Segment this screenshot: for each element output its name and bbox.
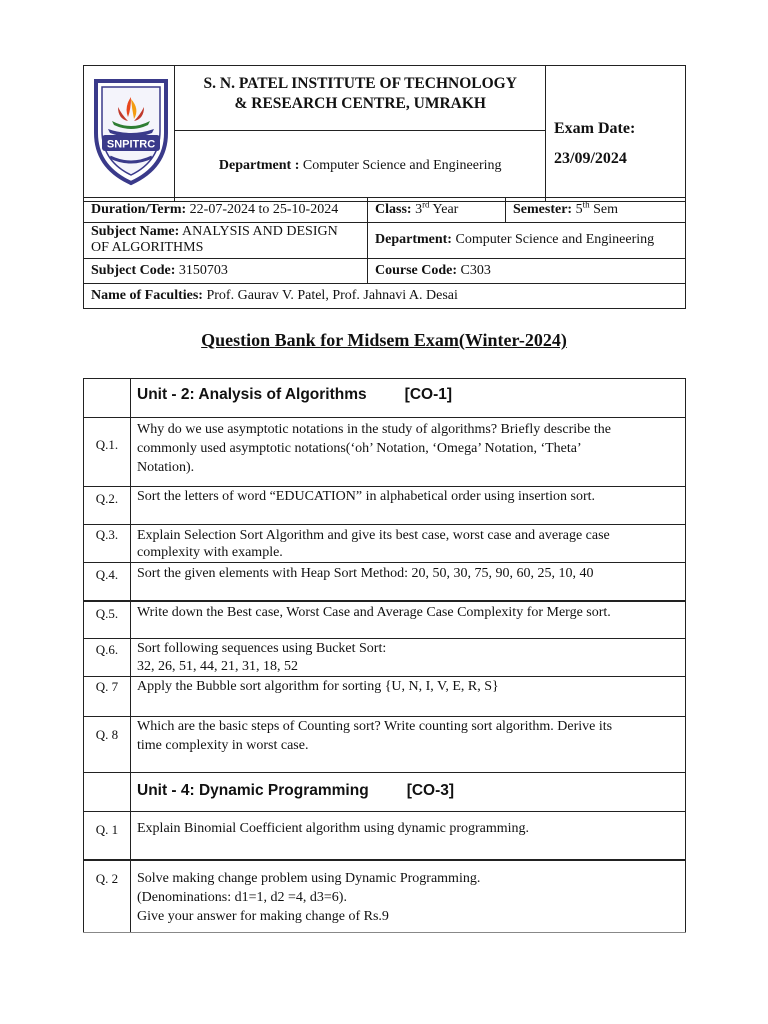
question-row — [84, 677, 686, 717]
unit-header-row — [84, 379, 686, 418]
question-text: Sort following sequences using Bucket Sort: 32, 26, 51, 44, 21, 31, 18, 52 — [131, 639, 686, 677]
unit4-co: [CO-3] — [406, 782, 455, 799]
question-text: Write down the Best case, Worst Case and Average Case Complexity for Merge sort. — [131, 601, 686, 639]
info-department — [368, 223, 686, 259]
header-table — [83, 65, 686, 202]
unit-header-row — [84, 773, 686, 812]
subject-name-label: Subject Name: — [91, 224, 180, 239]
question-row — [84, 418, 686, 487]
institute-name — [175, 66, 546, 131]
subject-name-line1: ANALYSIS AND DESIGN — [182, 224, 338, 239]
question-number: Q. 7 — [84, 677, 131, 717]
class-rest: Year — [432, 202, 459, 217]
info-department-label: Department: — [375, 232, 452, 247]
semester-num: 5 — [575, 202, 583, 217]
question-table — [83, 378, 686, 932]
question-row — [84, 487, 686, 525]
course-code-value: C303 — [460, 263, 491, 278]
question-row — [84, 639, 686, 677]
unit4-title: Unit - 4: Dynamic Programming — [137, 782, 369, 799]
subject-name — [84, 223, 368, 259]
subject-code-label: Subject Code: — [91, 263, 176, 278]
course-code — [368, 259, 686, 284]
faculties-label: Name of Faculties: — [91, 288, 203, 303]
course-code-label: Course Code: — [375, 263, 458, 278]
question-text: Sort the letters of word “EDUCATION” in alphabetical order using insertion sort. — [131, 487, 686, 525]
question-number: Q.2. — [84, 487, 131, 525]
question-row — [84, 601, 686, 639]
semester — [506, 198, 686, 223]
question-text: Apply the Bubble sort algorithm for sorting {U, N, I, V, E, R, S} — [131, 677, 686, 717]
faculties — [84, 284, 686, 309]
table-bottom-rule — [83, 932, 686, 933]
question-row — [84, 717, 686, 773]
question-text: Which are the basic steps of Counting sort? Write counting sort algorithm. Derive its time complexity in worst case. — [131, 717, 686, 773]
header-department-label: Department : — [218, 158, 300, 173]
header-department-value: Computer Science and Engineering — [302, 158, 502, 173]
faculties-value: Prof. Gaurav V. Patel, Prof. Jahnavi A. Desai — [206, 288, 458, 303]
institute-logo-icon — [88, 71, 174, 189]
question-text: Solve making change problem using Dynamic Programming. (Denominations: d1=1, d2 =4, d3=6). Give your answer for making change of Rs.9 — [131, 860, 686, 932]
unit2-co: [CO-1] — [404, 386, 453, 403]
header-department — [175, 131, 546, 202]
question-text: Why do we use asymptotic notations in the study of algorithms? Briefly describe the commonly used asymptotic notations(‘oh’ Notation, ‘Omega’ Notation, ‘Theta’ Notation). — [131, 418, 686, 487]
subject-name-line2: OF ALGORITHMS — [91, 240, 204, 255]
question-row — [84, 860, 686, 932]
question-number: Q. 1 — [84, 812, 131, 860]
duration — [84, 198, 368, 223]
institute-line2: & RESEARCH CENTRE, UMRAKH — [234, 95, 486, 112]
class-label: Class: — [375, 202, 412, 217]
question-text: Sort the given elements with Heap Sort Method: 20, 50, 30, 75, 90, 60, 25, 10, 40 — [131, 563, 686, 601]
question-number: Q.4. — [84, 563, 131, 601]
subject-code-value: 3150703 — [178, 263, 228, 278]
question-row — [84, 563, 686, 601]
info-department-value: Computer Science and Engineering — [455, 232, 655, 247]
semester-sup: th — [582, 199, 590, 210]
exam-date — [546, 66, 686, 202]
semester-rest: Sem — [593, 202, 618, 217]
semester-label: Semester: — [513, 202, 573, 217]
question-row — [84, 525, 686, 563]
question-number: Q. 8 — [84, 717, 131, 773]
question-text: Explain Selection Sort Algorithm and give its best case, worst case and average case complexity with example. — [131, 525, 686, 563]
exam-date-label: Exam Date: — [554, 120, 636, 137]
class — [368, 198, 506, 223]
info-table — [83, 197, 686, 309]
page-title: Question Bank for Midsem Exam(Winter-2024) — [201, 330, 567, 350]
institute-line1: S. N. PATEL INSTITUTE OF TECHNOLOGY — [203, 75, 517, 92]
question-row — [84, 812, 686, 860]
exam-date-value: 23/09/2024 — [554, 150, 627, 167]
question-number: Q.5. — [84, 601, 131, 639]
logo-cell — [84, 66, 175, 202]
duration-value: 22-07-2024 to 25-10-2024 — [189, 202, 339, 217]
logo-text: SNPITRC — [106, 138, 156, 151]
class-sup: rd — [422, 199, 430, 210]
question-text: Explain Binomial Coefficient algorithm using dynamic programming. — [131, 812, 686, 860]
question-number: Q.3. — [84, 525, 131, 563]
class-num: 3 — [415, 202, 423, 217]
unit2-title: Unit - 2: Analysis of Algorithms — [137, 386, 367, 403]
subject-code — [84, 259, 368, 284]
question-number: Q.6. — [84, 639, 131, 677]
duration-label: Duration/Term: — [91, 202, 187, 217]
question-number: Q. 2 — [84, 860, 131, 932]
question-number: Q.1. — [84, 418, 131, 487]
